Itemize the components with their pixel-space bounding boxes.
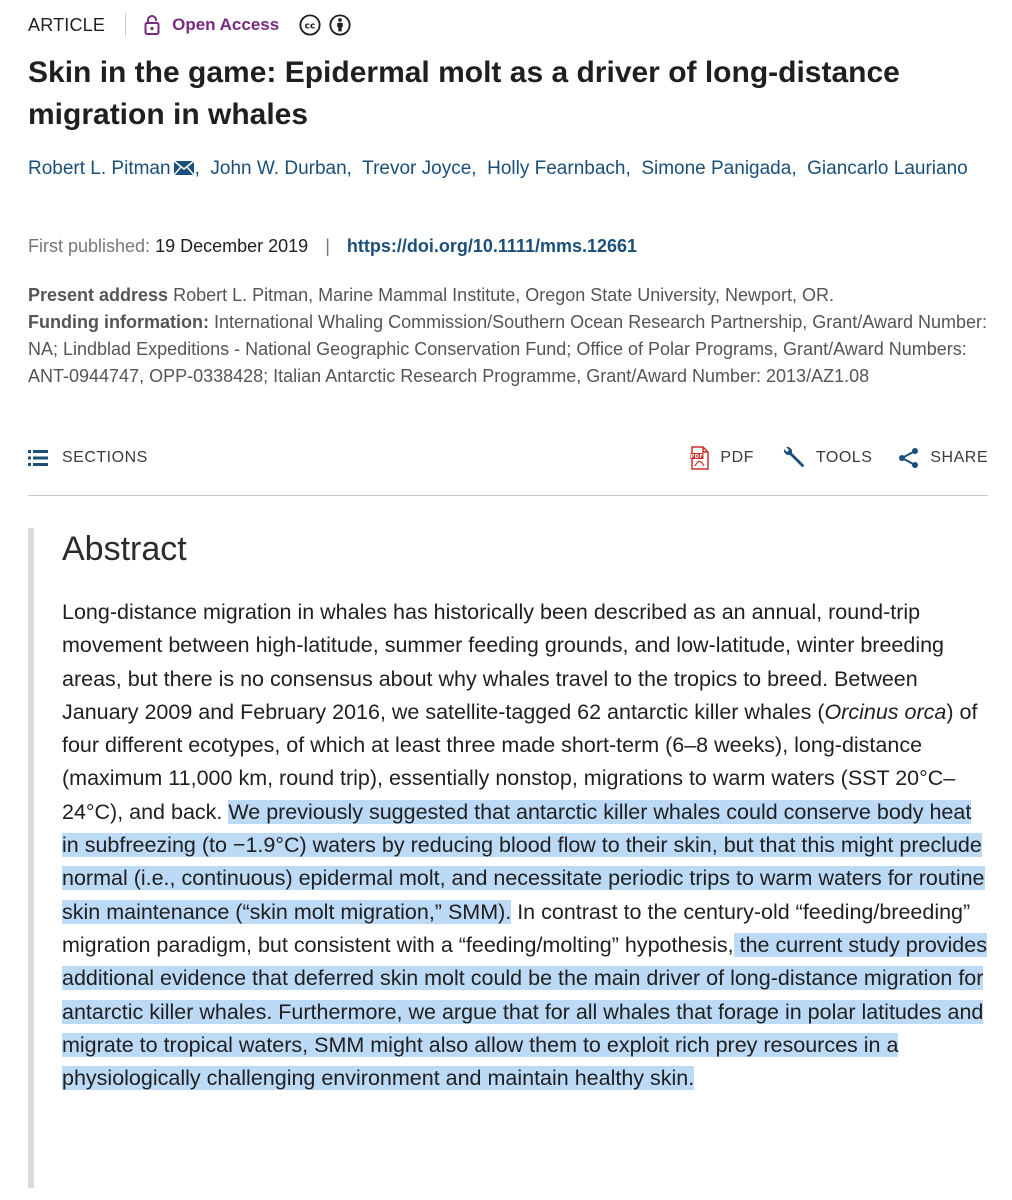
abstract-section (28, 528, 988, 1188)
wrench-icon (780, 445, 806, 471)
abstract-part-3: In contrast to the century-old “feeding/breeding” migration paradigm, but consistent with a “feeding/molting” hypothesis, (62, 899, 971, 957)
license-icons[interactable] (299, 14, 359, 36)
share-button[interactable] (898, 447, 988, 469)
highlighted-text: the current study provides additional evidence that deferred skin molt could be the main driver of long-distance migration for antarctic killer whales. Furthermore, we argue that for all whales that forage in polar latitudes and migrate to tropical waters, SMM might also allow them to exploit rich prey resources in a physiologically challenging environment and maintain healthy skin. (62, 932, 987, 1091)
svg-text:cc: cc (304, 20, 316, 32)
funding-information (28, 309, 988, 390)
pdf-button[interactable] (690, 446, 754, 470)
author-link[interactable]: Simone Panigada (641, 158, 792, 179)
sections-button[interactable] (28, 449, 148, 467)
pdf-label: PDF (720, 449, 754, 466)
author-list: Robert L. Pitman , John W. Durban, Trevor Joyce, Holly Fearnbach, Simone Panigada, Giancarlo Lauriano (28, 158, 968, 179)
header-divider (125, 13, 126, 37)
present-address-value: Robert L. Pitman, Marine Mammal Institute, Oregon State University, Newport, OR. (173, 285, 834, 305)
abstract-part-2: ) of four different ecotypes, of which at least three made short-term (6–8 weeks), long-distance (maximum 11,000 km, round trip), essentially nonstop, migrations to warm waters (SST 20°C–24°C), and back. (62, 699, 978, 824)
abstract-text (62, 596, 992, 1095)
pubinfo-separator: | (325, 236, 330, 256)
article-type-label: ARTICLE (28, 14, 106, 35)
present-address (28, 282, 988, 309)
article-toolbar (28, 443, 988, 473)
doi-link[interactable]: https://doi.org/10.1111/mms.12661 (346, 236, 638, 256)
present-address-label: Present address (28, 285, 169, 305)
abstract-part-1: Long-distance migration in whales has historically been described as an annual, round-trip movement between high-latitude, summer feeding grounds, and low-latitude, winter breeding areas, but there is no consensus about why whales travel to the tropics to breed. Between January 2009 and February 2016, we satellite-tagged 62 antarctic killer whales ( (62, 600, 945, 724)
article-details (28, 282, 988, 390)
tools-label: TOOLS (815, 449, 873, 466)
article-title: Skin in the game: Epidermal molt as a driver of long-distance migration in whales (28, 56, 900, 131)
highlighted-text: We previously suggested that antarctic killer whales could conserve body heat in subfreezing (to −1.9°C) waters by reducing blood flow to their skin, but that this might preclude normal (i.e., continuous) epidermal molt, and necessitate periodic trips to warm waters for routine skin maintenance (“skin molt migration,” SMM). (62, 799, 985, 924)
open-access-badge[interactable] (144, 15, 279, 35)
open-access-label: Open Access (172, 15, 280, 34)
author-link[interactable]: Giancarlo Lauriano (807, 158, 968, 179)
first-published-label: First published: (28, 236, 151, 256)
sections-label: SECTIONS (62, 449, 148, 466)
article-header (28, 10, 359, 40)
share-label: SHARE (930, 449, 988, 466)
publication-info (28, 233, 637, 259)
svg-text:PDF: PDF (691, 453, 704, 460)
envelope-icon[interactable] (173, 160, 195, 176)
lock-open-icon (144, 15, 160, 35)
author-link[interactable]: John W. Durban (210, 158, 347, 179)
pdf-file-icon (690, 446, 710, 470)
toolbar-divider (28, 495, 988, 496)
abstract-left-border (28, 528, 34, 1188)
species-name: Orcinus orca (824, 699, 947, 724)
publication-date: 19 December 2019 (155, 236, 309, 256)
creative-commons-icon (299, 14, 321, 36)
toolbar-actions (664, 445, 988, 471)
list-icon (28, 450, 48, 466)
tools-button[interactable] (780, 445, 872, 471)
funding-value: International Whaling Commission/Southern Ocean Research Partnership, Grant/Award Number: NA; Lindblad Expeditions - National Geographic Conservation Fund; Office of Polar Programs, Grant/Award Numbers: ANT-0944747, OPP-0338428; Italian Antarctic Research Programme, Grant/Award Number: 2013/AZ1.08 (28, 312, 988, 386)
author-link[interactable]: Holly Fearnbach (487, 158, 626, 179)
author-link[interactable]: Trevor Joyce (362, 158, 472, 179)
funding-label: Funding information: (28, 312, 209, 332)
author-link[interactable]: Robert L. Pitman (28, 158, 171, 179)
share-icon (898, 447, 920, 469)
abstract-heading: Abstract (62, 530, 187, 568)
attribution-icon (329, 14, 351, 36)
